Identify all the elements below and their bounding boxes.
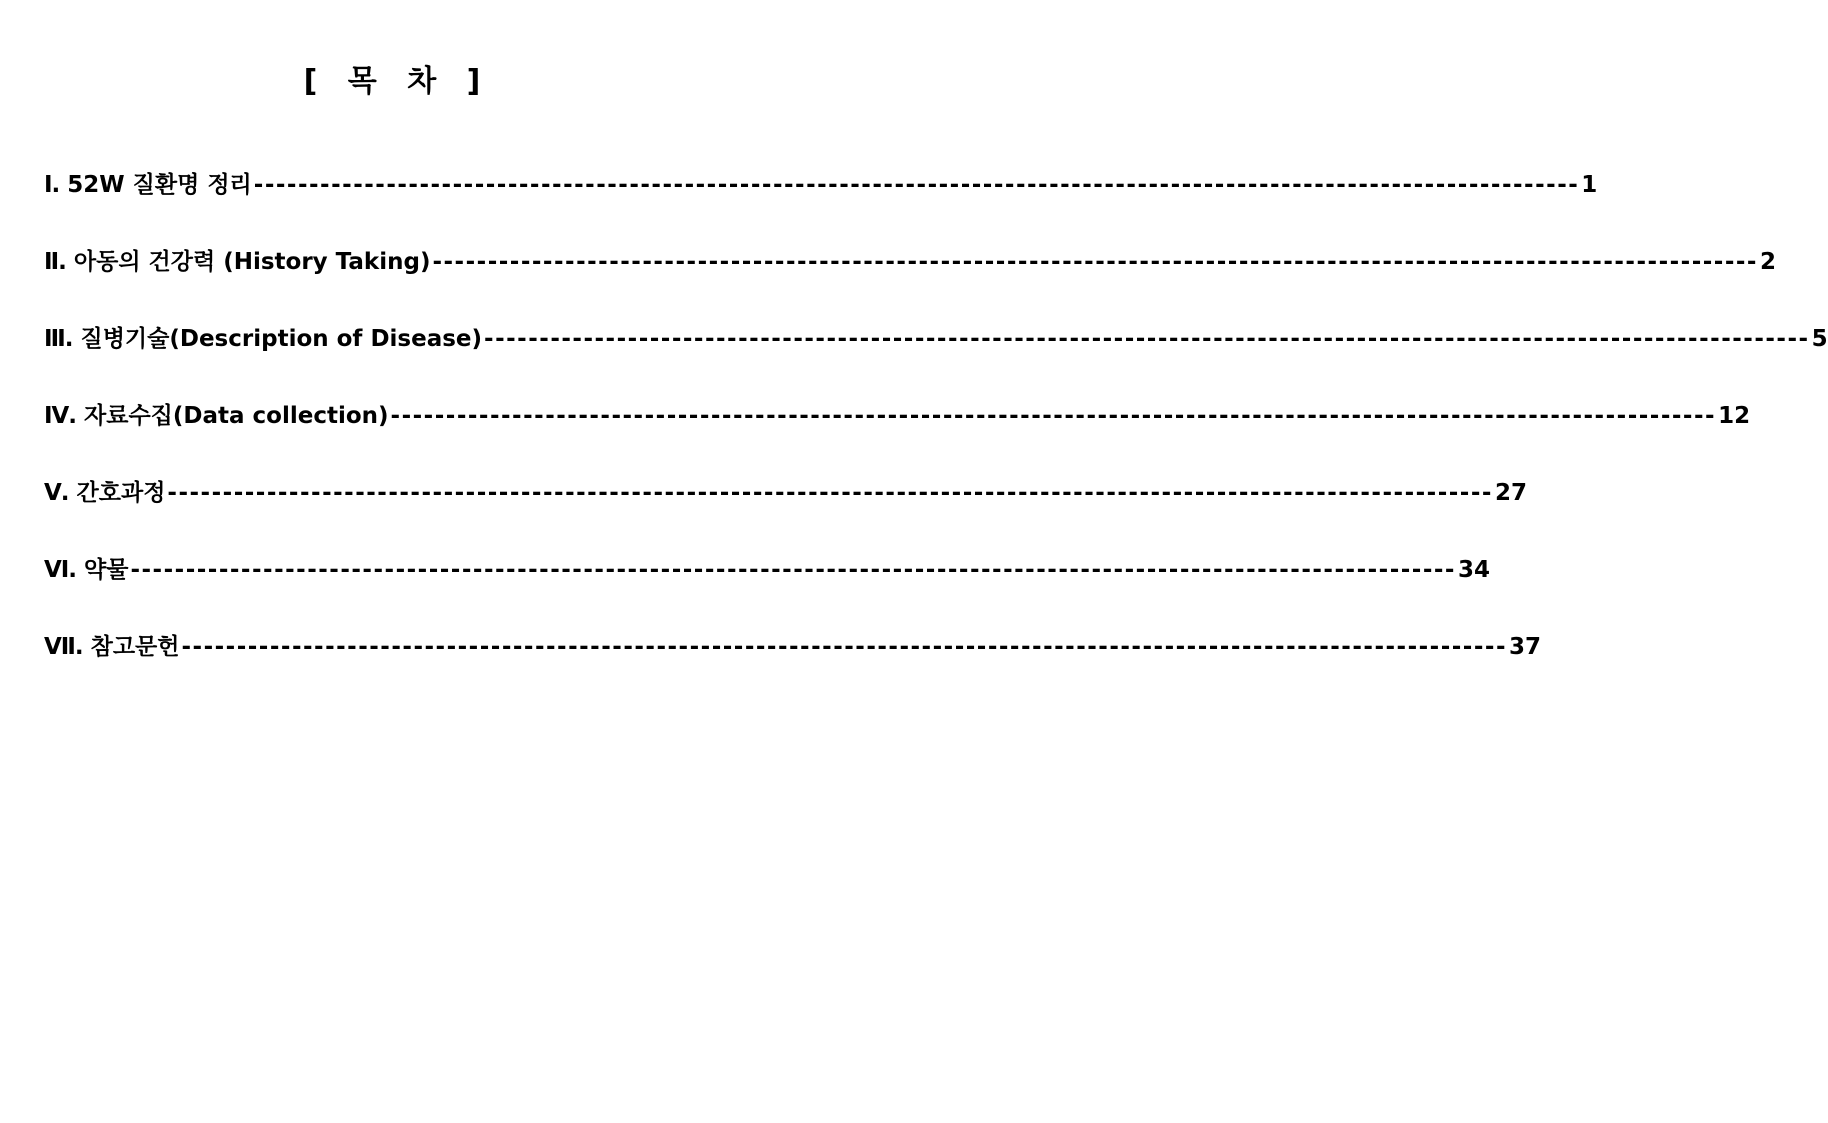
toc-dot-leader: ------------------------------------------------------------------------------------------------------------------------ bbox=[484, 326, 1810, 352]
page-title: [ 목 차 ] bbox=[303, 64, 491, 99]
toc-dot-leader: ------------------------------------------------------------------------------------------------------------------------ bbox=[253, 172, 1580, 198]
toc-entry-label: 자료수집(Data collection) bbox=[84, 403, 389, 429]
toc-dot-leader: ------------------------------------------------------------------------------------------------------------------------ bbox=[390, 403, 1717, 429]
toc-entry-number: Ⅲ. bbox=[44, 326, 73, 352]
toc-entry-page: 2 bbox=[1759, 249, 1776, 275]
toc-entry-page: 37 bbox=[1509, 634, 1542, 660]
toc-entry bbox=[44, 628, 1542, 666]
toc-entry-page: 12 bbox=[1718, 403, 1751, 429]
toc-entry bbox=[44, 320, 1828, 358]
toc-entry bbox=[44, 551, 1490, 589]
toc-dot-leader: ------------------------------------------------------------------------------------------------------------------------ bbox=[181, 634, 1507, 660]
toc-dot-leader: ------------------------------------------------------------------------------------------------------------------------ bbox=[432, 249, 1758, 275]
toc-entry-page: 34 bbox=[1457, 557, 1490, 583]
toc-entry bbox=[44, 397, 1751, 435]
toc-entry-number: Ⅰ. bbox=[44, 172, 60, 198]
toc-entry-number: Ⅳ. bbox=[44, 403, 77, 429]
toc-entry-label: 참고문헌 bbox=[90, 634, 180, 660]
toc-entry bbox=[44, 243, 1776, 281]
toc-entry-label: 52W 질환명 정리 bbox=[67, 172, 252, 198]
toc-entry-number: Ⅴ. bbox=[44, 480, 69, 506]
toc-entry-label: 질병기술(Description of Disease) bbox=[80, 326, 483, 352]
table-of-contents bbox=[44, 166, 1828, 705]
toc-entry-page: 5 bbox=[1811, 326, 1828, 352]
toc-entry-number: Ⅶ. bbox=[44, 634, 83, 660]
toc-dot-leader: ------------------------------------------------------------------------------------------------------------------------ bbox=[130, 557, 1456, 583]
toc-entry bbox=[44, 474, 1527, 512]
toc-entry-number: Ⅵ. bbox=[44, 557, 77, 583]
toc-entry-label: 아동의 건강력 (History Taking) bbox=[73, 249, 431, 275]
toc-entry-label: 간호과정 bbox=[76, 480, 166, 506]
toc-entry bbox=[44, 166, 1598, 204]
toc-dot-leader: ------------------------------------------------------------------------------------------------------------------------ bbox=[167, 480, 1493, 506]
toc-entry-number: Ⅱ. bbox=[44, 249, 66, 275]
toc-entry-page: 1 bbox=[1581, 172, 1598, 198]
toc-entry-label: 약물 bbox=[84, 557, 129, 583]
toc-entry-page: 27 bbox=[1494, 480, 1527, 506]
